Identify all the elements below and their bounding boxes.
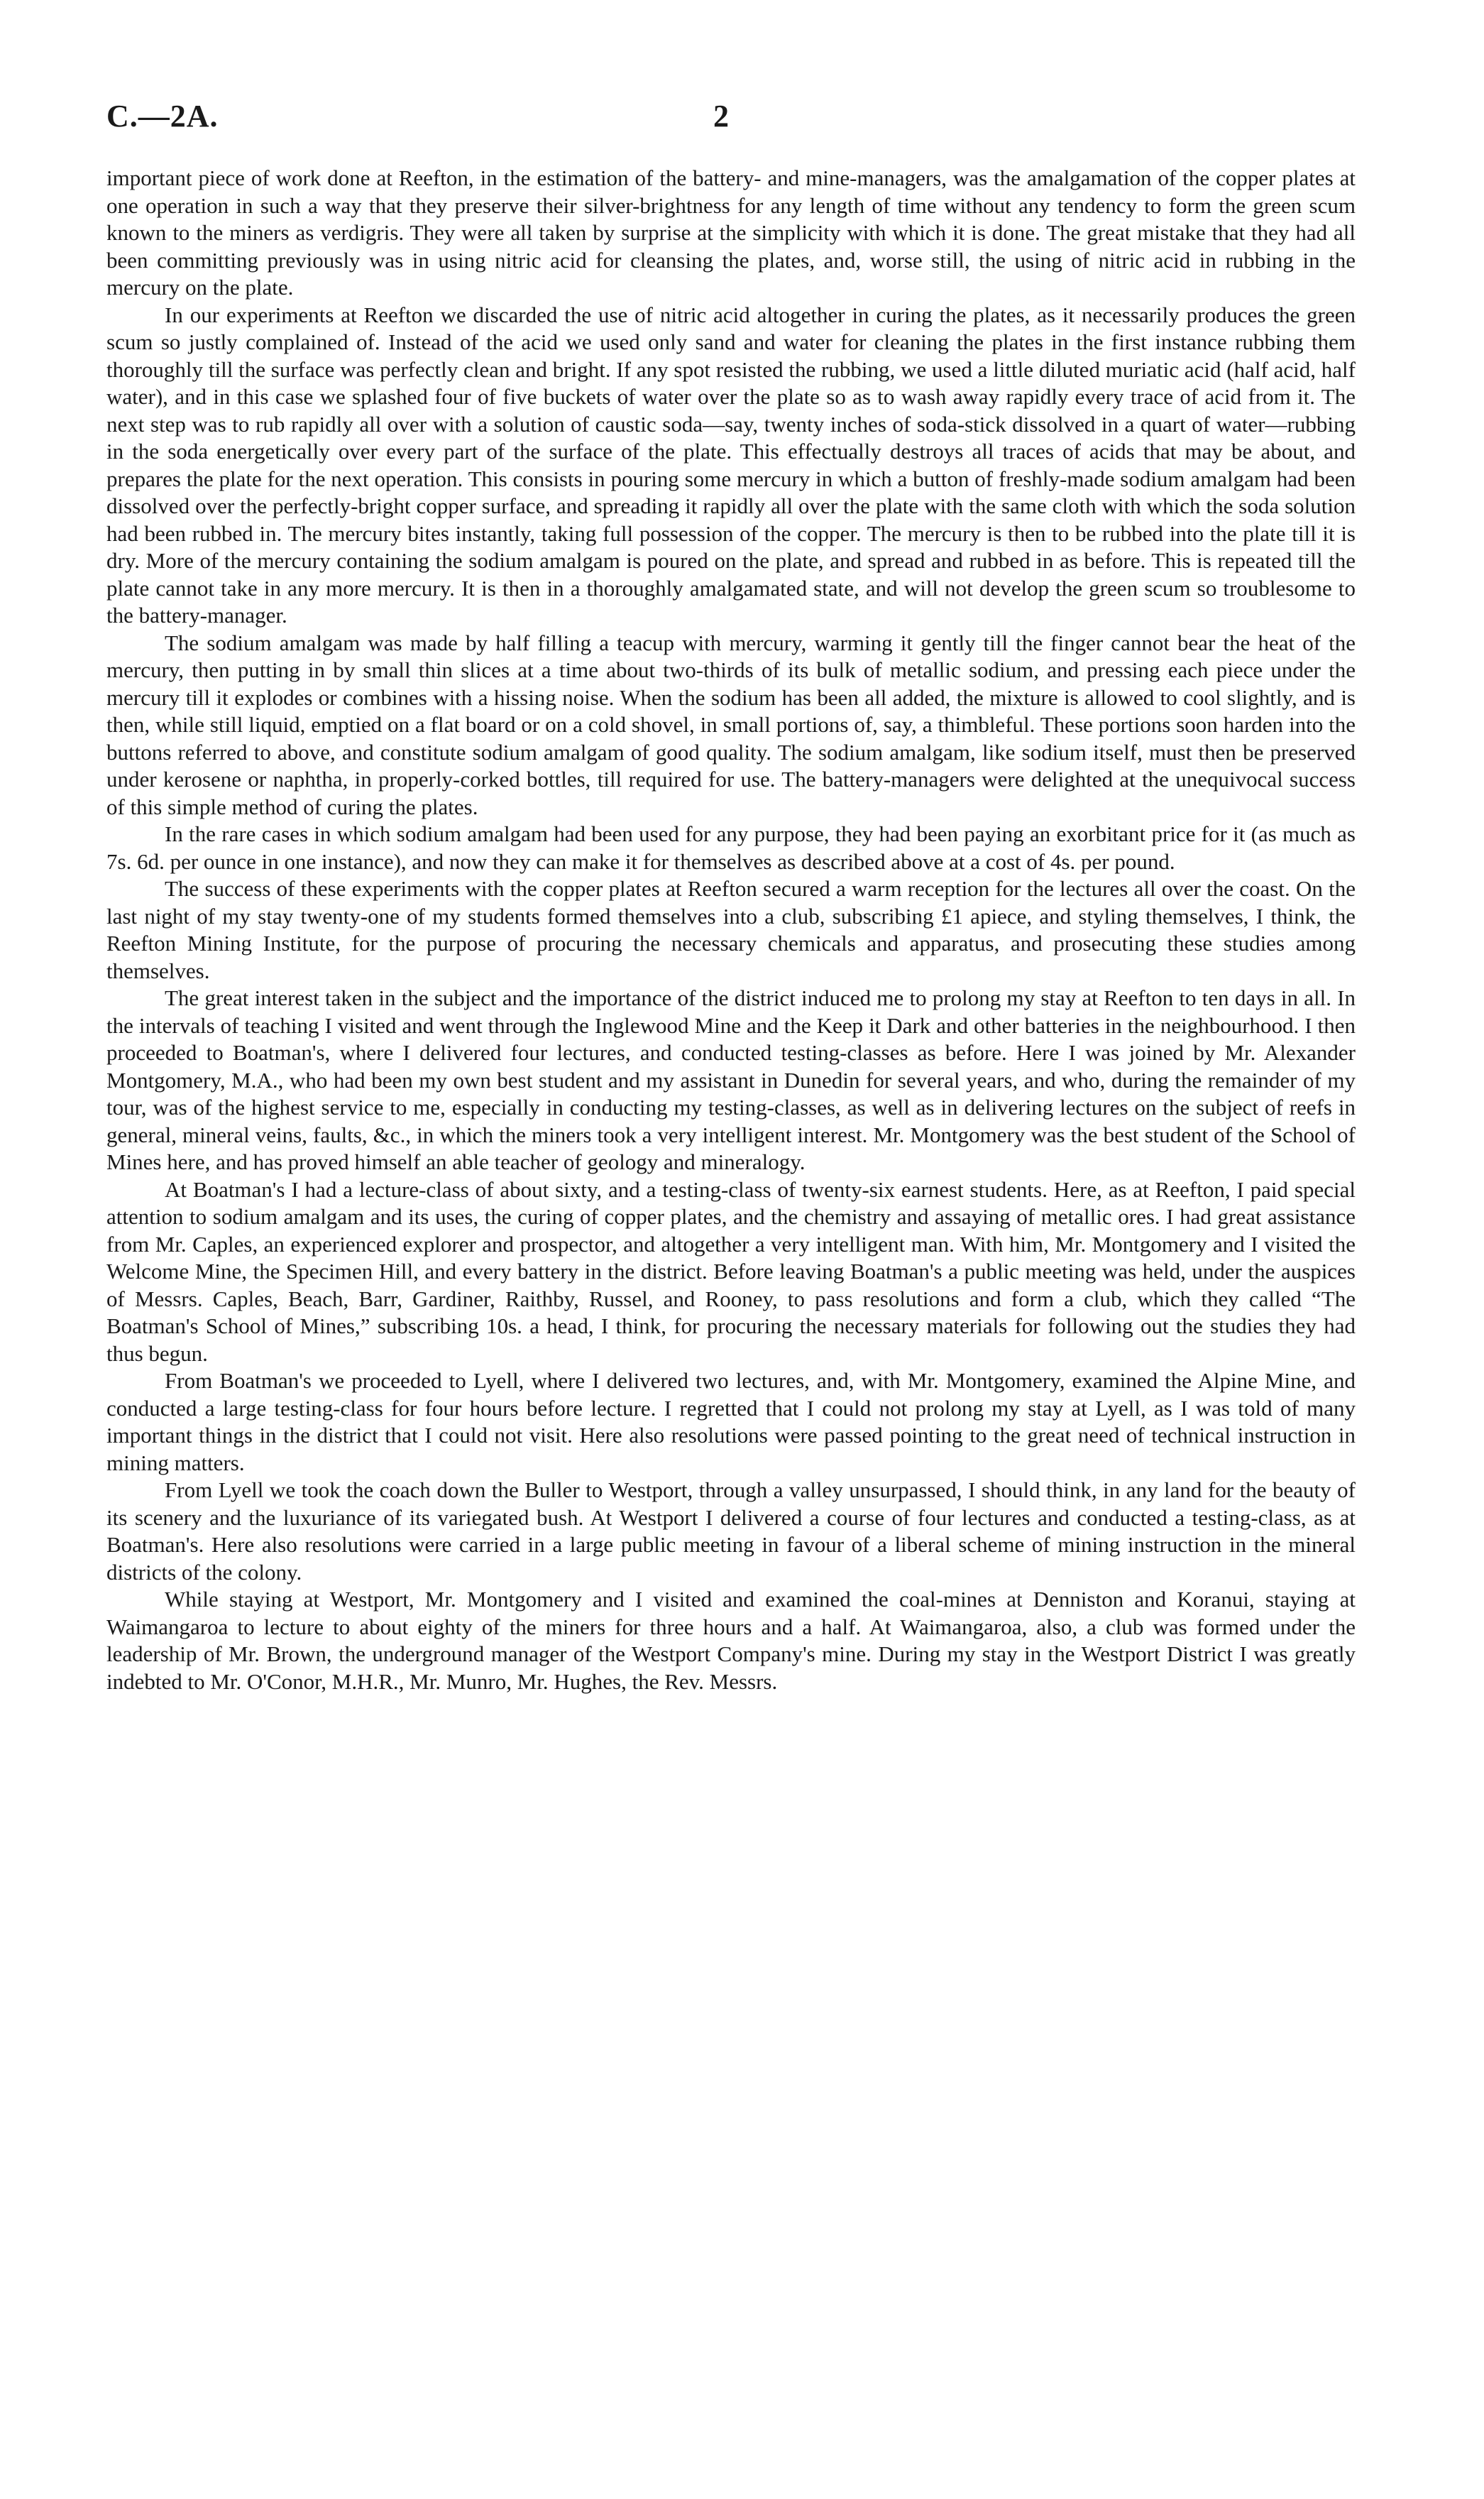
paragraph: In our experiments at Reefton we discarded the use of nitric acid altogether in curing the plates, as it necessarily produces the green scum so justly complained of. Instead of the acid we used only sand and water for cleaning the plates in the first instance rubbing them thoroughly till the surface was perfectly clean and bright. If any spot resisted the rubbing, we used a little diluted muriatic acid (half acid, half water), and in this case we splashed four of five buckets of water over the plate so as to wash away rapidly every trace of acid from it. The next step was to rub rapidly all over with a solution of caustic soda—say, twenty inches of soda-stick dissolved in a quart of water—rubbing in the soda energetically over every part of the surface of the plate. This effectually destroys all traces of acids that may be about, and prepares the plate for the next operation. This consists in pouring some mercury in which a button of freshly-made sodium amalgam had been dissolved over the perfectly-bright copper surface, and spreading it rapidly all over the plate with the same cloth with which the soda solution had been rubbed in. The mercury bites instantly, taking full possession of the copper. The mercury is then to be rubbed into the plate till it is dry. More of the mercury containing the sodium amalgam is poured on the plate, and spread and rubbed in as before. This is repeated till the plate cannot take in any more mercury. It is then in a thoroughly amalgamated state, and will not develop the green scum so troublesome to the battery-manager. xyxy=(106,302,1356,628)
paragraph: The success of these experiments with the copper plates at Reefton secured a warm reception for the lectures all over the coast. On the last night of my stay twenty-one of my students formed themselves into a club, subscribing £1 apiece, and styling themselves, I think, the Reefton Mining Institute, for the purpose of procuring the necessary chemicals and apparatus, and prosecuting these studies among themselves. xyxy=(106,876,1356,983)
page-header xyxy=(106,98,1356,141)
body-text xyxy=(106,165,1356,1695)
paragraph: The sodium amalgam was made by half filling a teacup with mercury, warming it gently till the finger cannot bear the heat of the mercury, then putting in by small thin slices at a time about two-thirds of its bulk of metallic sodium, and pressing each piece under the mercury till it explodes or combines with a hissing noise. When the sodium has been all added, the mixture is allowed to cool slightly, and is then, while still liquid, emptied on a flat board or on a cold shovel, in small portions of, say, a thimbleful. These portions soon harden into the buttons referred to above, and constitute sodium amalgam of good quality. The sodium amalgam, like sodium itself, must then be preserved under kerosene or naphtha, in properly-corked bottles, till required for use. The battery-managers were delighted at the unequivocal success of this simple method of curing the plates. xyxy=(106,630,1356,819)
document-reference: C.—2A. xyxy=(106,99,219,133)
paragraph-continued: important piece of work done at Reefton, in the estimation of the battery- and mine-managers, was the amalgamation of the copper plates at one operation in such a way that they preserve their silver-brightness for any length of time without any tendency to form the green scum known to the miners as verdigris. They were all taken by surprise at the simplicity with which it is done. The great mistake that they had all been committing previously was in using nitric acid for cleansing the plates, and, worse still, the using of nitric acid in rubbing in the mercury on the plate. xyxy=(106,165,1356,300)
paragraph: At Boatman's I had a lecture-class of about sixty, and a testing-class of twenty-six earnest students. Here, as at Reefton, I paid special attention to sodium amalgam and its uses, the curing of copper plates, and the chemistry and assaying of metallic ores. I had great assistance from Mr. Caples, an experienced explorer and prospector, and altogether a very intelligent man. With him, Mr. Montgomery and I visited the Welcome Mine, the Specimen Hill, and every battery in the district. Before leaving Boatman's a public meeting was held, under the auspices of Messrs. Caples, Beach, Barr, Gardiner, Raithby, Russel, and Rooney, to pass resolutions and form a club, which they called “The Boatman's School of Mines,” subscribing 10s. a head, I think, for procuring the necessary materials for following out the studies they had thus begun. xyxy=(106,1176,1356,1366)
page-number: 2 xyxy=(713,99,729,133)
paragraph: While staying at Westport, Mr. Montgomery and I visited and examined the coal-mines at Denniston and Koranui, staying at Waimangaroa to lecture to about eighty of the miners for three hours and a half. At Waimangaroa, also, a club was formed under the leadership of Mr. Brown, the underground manager of the Westport Company's mine. During my stay in the Westport District I was greatly indebted to Mr. O'Conor, M.H.R., Mr. Munro, Mr. Hughes, the Rev. Messrs. xyxy=(106,1587,1356,1694)
paragraph: From Boatman's we proceeded to Lyell, where I delivered two lectures, and, with Mr. Montgomery, examined the Alpine Mine, and conducted a large testing-class for four hours before lecture. I regretted that I could not prolong my stay at Lyell, as I was told of many important things in the district that I could not visit. Here also resolutions were passed pointing to the great need of technical instruction in mining matters. xyxy=(106,1368,1356,1475)
paragraph: The great interest taken in the subject and the importance of the district induced me to prolong my stay at Reefton to ten days in all. In the intervals of teaching I visited and went through the Inglewood Mine and the Keep it Dark and other batteries in the neighbourhood. I then proceeded to Boatman's, where I delivered four lectures, and conducted testing-classes as before. Here I was joined by Mr. Alexander Montgomery, M.A., who had been my own best student and my assistant in Dunedin for several years, and who, during the remainder of my tour, was of the highest service to me, especially in conducting my testing-classes, as well as in delivering lectures on the subject of reefs in general, mineral veins, faults, &c., in which the miners took a very intelligent interest. Mr. Montgomery was the best student of the School of Mines here, and has proved himself an able teacher of geology and mineralogy. xyxy=(106,985,1356,1174)
paragraph: In the rare cases in which sodium amalgam had been used for any purpose, they had been paying an exorbitant price for it (as much as 7s. 6d. per ounce in one instance), and now they can make it for themselves as described above at a cost of 4s. per pound. xyxy=(106,821,1356,874)
paragraph: From Lyell we took the coach down the Buller to Westport, through a valley unsurpassed, I should think, in any land for the beauty of its scenery and the luxuriance of its variegated bush. At Westport I delivered a course of four lectures and conducted a testing-class, as at Boatman's. Here also resolutions were carried in a large public meeting in favour of a liberal scheme of mining instruction in the mineral districts of the colony. xyxy=(106,1477,1356,1585)
